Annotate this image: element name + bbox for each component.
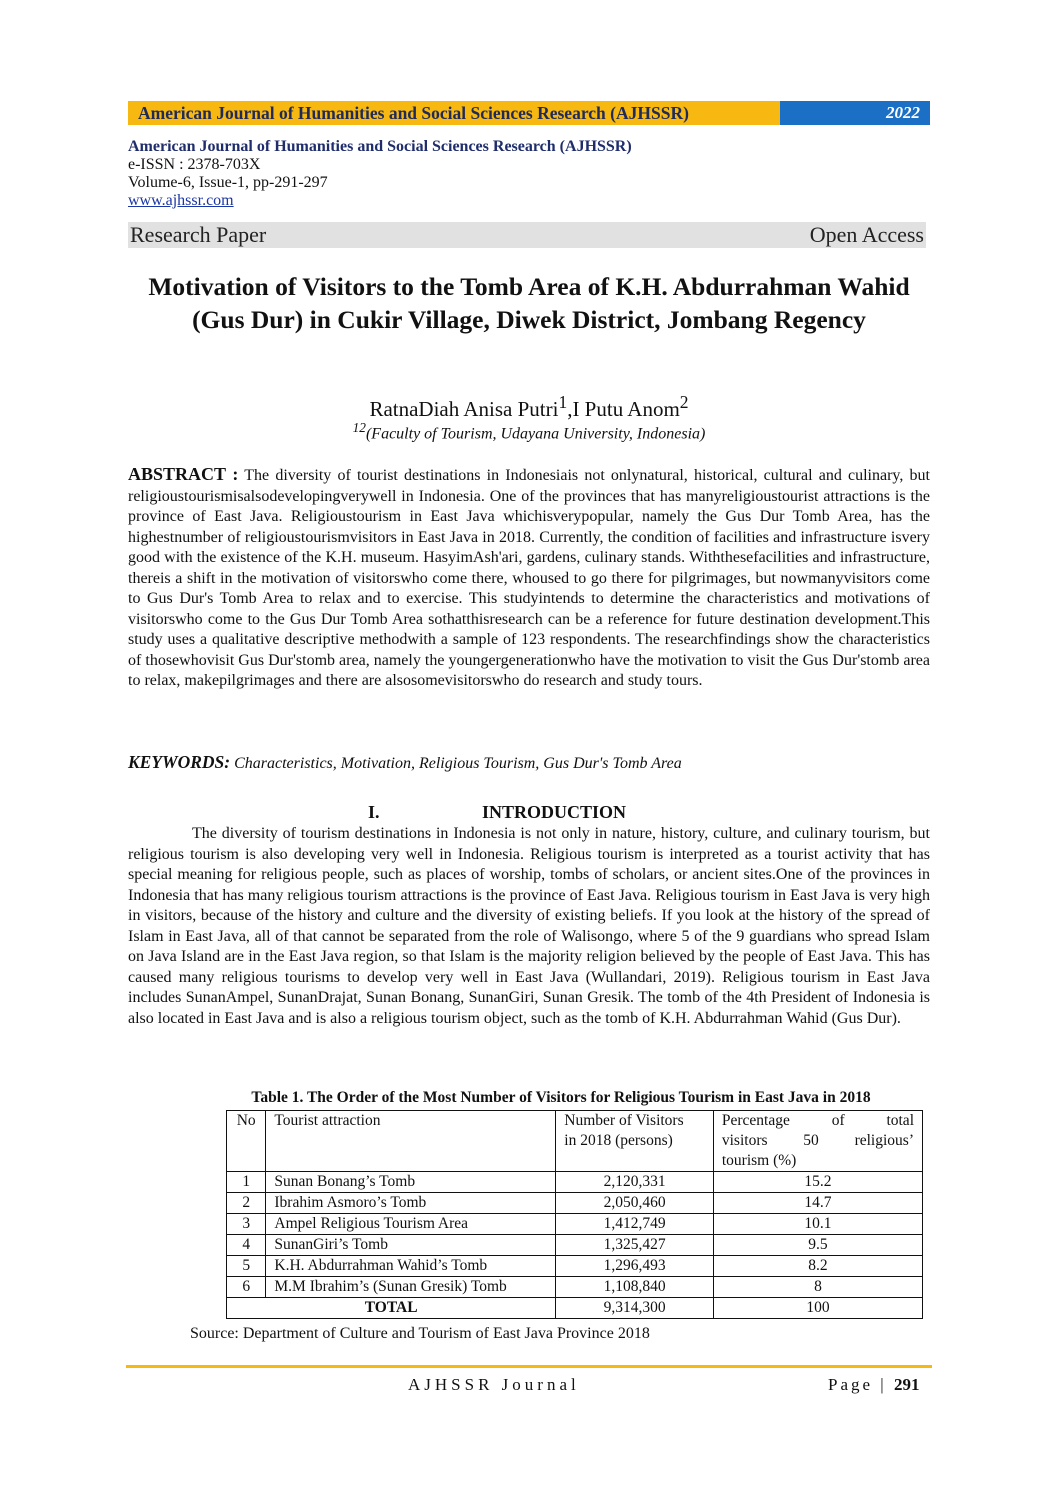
journal-volume: Volume-6, Issue-1, pp-291-297 [128, 174, 328, 191]
paper-type: Research Paper [130, 222, 267, 247]
cell-attraction: K.H. Abdurrahman Wahid’s Tomb [266, 1256, 556, 1277]
header-journal-name: American Journal of Humanities and Social Sciences Research (AJHSSR) [128, 101, 780, 125]
authors [128, 392, 930, 422]
header-pct-line2: visitors 50 religious’ [721, 1132, 914, 1149]
footer-page-number: 291 [893, 1375, 920, 1394]
author-2-sup: 2 [679, 392, 689, 412]
header-visitors-line2: in 2018 (persons) [564, 1132, 673, 1149]
journal-name: American Journal of Humanities and Social Sciences Research (AJHSSR) [128, 138, 632, 155]
cell-visitors: 1,325,427 [556, 1235, 714, 1256]
header-pct-line1: Percentage of total [721, 1112, 914, 1129]
section-title: INTRODUCTION [482, 802, 627, 822]
affiliation [128, 420, 930, 443]
abstract-label: ABSTRACT : [128, 464, 239, 484]
footer-page-label: Page | [828, 1375, 887, 1394]
visitors-table [226, 1110, 923, 1319]
header-attraction: Tourist attraction [266, 1111, 556, 1172]
keywords-label: KEYWORDS: [128, 752, 231, 772]
author-1-sup: 1 [558, 392, 568, 412]
table-row [227, 1256, 923, 1277]
author-1: RatnaDiah Anisa Putri [369, 397, 559, 421]
table-row [227, 1214, 923, 1235]
cell-attraction: SunanGiri’s Tomb [266, 1235, 556, 1256]
cell-attraction: Ampel Religious Tourism Area [266, 1214, 556, 1235]
table-caption: Table 1. The Order of the Most Number of Visitors for Religious Tourism in East Java in 2018 [251, 1089, 871, 1106]
section-number: I. [368, 802, 380, 822]
header-no: No [227, 1111, 266, 1172]
journal-header-band [128, 101, 930, 125]
footer-divider [126, 1365, 932, 1368]
abstract-text: The diversity of tourist destinations in Indonesiais not onlynatural, historical, cultural and culinary, but religioustourismisalsodevelopingverywell in Indonesia. One of the provinces that has manyreligioustourist attractions is the province of East Java. Religioustourism in East Java whichisverypopular, namely the Gus Dur Tomb Area, has the highestnumber of religioustourismvisitors in East Java in 2018. Currently, the condition of facilities and infrastructure isvery good with the existence of the K.H. museum. HasyimAsh'ari, gardens, culinary stands. Withthesefacilities and infrastructure, thereis a shift in the motivation of visitorswho come there, whoused to go there for pilgrimages, but nowmanyvisitors come to Gus Dur's Tomb Area to relax and to exercise. This studyintends to determine the characteristics and motivations of visitorswho come to the Gus Dur Tomb Area sothatthisresearch can be a reference for future destination development.This study uses a qualitative descriptive methodwith a sample of 123 respondents. The researchfindings show the characteristics of thosewhovisit Gus Dur'stomb area, namely the youngergenerationwho have the motivation to visit the Gus Dur'stomb area to relax, makepilgrimages and there are alsosomevisitorswho do research and study tours. [128, 467, 930, 689]
cell-visitors: 2,050,460 [556, 1193, 714, 1214]
header-visitors [556, 1111, 714, 1172]
cell-no: 6 [227, 1277, 266, 1298]
cell-pct: 14.7 [713, 1193, 922, 1214]
intro-paragraph: The diversity of tourism destinations in Indonesia is not only in nature, history, culture, and culinary tourism, but religious tourism is also developing very well in Indonesia. Religious tourism is interpreted as a tourist activity that has special meaning for religious people, such as places of worship, tombs of scholars, or ancient sites.One of the provinces in Indonesia that has many religious tourism attractions is the province of East Java. Religious tourism in East Java is very high in visitors, because of the history and culture and the diversity of existing beliefs. If you look at the history of the spread of Islam in East Java, all of that cannot be separated from the role of Walisongo, where 5 of the 9 guardians who spread Islam on Java Island are in the East Java region, so that Islam is the majority religion believed by the people of East Java. This has caused many religious tourisms to develop very well in East Java (Wullandari, 2019). Religious tourism in East Java includes SunanAmpel, SunanDrajat, Sunan Bonang, SunanGiri, Sunan Gresik. The tomb of the 4th President of Indonesia is also located in East Java and is also a religious tourism object, such as the tomb of K.H. Abdurrahman Wahid (Gus Dur). [128, 825, 930, 1027]
cell-attraction: Ibrahim Asmoro’s Tomb [266, 1193, 556, 1214]
keywords [128, 752, 930, 773]
table-row [227, 1193, 923, 1214]
total-pct: 100 [713, 1298, 922, 1319]
total-label: TOTAL [227, 1298, 556, 1319]
journal-meta [128, 138, 632, 210]
cell-pct: 9.5 [713, 1235, 922, 1256]
footer-page [828, 1375, 919, 1395]
header-pct-line3: tourism (%) [721, 1152, 797, 1169]
cell-visitors: 1,412,749 [556, 1214, 714, 1235]
cell-no: 4 [227, 1235, 266, 1256]
header-visitors-line1: Number of Visitors [564, 1112, 684, 1129]
cell-visitors: 2,120,331 [556, 1172, 714, 1193]
cell-attraction: M.M Ibrahim’s (Sunan Gresik) Tomb [266, 1277, 556, 1298]
cell-pct: 15.2 [713, 1172, 922, 1193]
affiliation-sup: 12 [352, 420, 366, 435]
affiliation-text: (Faculty of Tourism, Udayana University, Indonesia) [365, 425, 706, 443]
table-row [227, 1277, 923, 1298]
header-year: 2022 [780, 101, 930, 125]
cell-pct: 8 [713, 1277, 922, 1298]
footer-journal: AJHSSR Journal [408, 1375, 580, 1394]
abstract [128, 464, 930, 692]
header-percentage [713, 1111, 922, 1172]
journal-url-link[interactable]: www.ajhssr.com [128, 192, 234, 209]
keywords-text: Characteristics, Motivation, Religious Tourism, Gus Dur's Tomb Area [234, 755, 682, 772]
table-row [227, 1235, 923, 1256]
cell-visitors: 1,108,840 [556, 1277, 714, 1298]
cell-no: 5 [227, 1256, 266, 1277]
author-separator: , [567, 397, 573, 421]
paper-type-bar [128, 222, 926, 248]
table-row [227, 1172, 923, 1193]
cell-no: 2 [227, 1193, 266, 1214]
table-header-row [227, 1111, 923, 1172]
access-type: Open Access [809, 222, 924, 247]
journal-issn: e-ISSN : 2378-703X [128, 156, 261, 173]
cell-pct: 8.2 [713, 1256, 922, 1277]
cell-pct: 10.1 [713, 1214, 922, 1235]
total-visitors: 9,314,300 [556, 1298, 714, 1319]
cell-visitors: 1,296,493 [556, 1256, 714, 1277]
cell-no: 3 [227, 1214, 266, 1235]
table-total-row [227, 1298, 923, 1319]
cell-attraction: Sunan Bonang’s Tomb [266, 1172, 556, 1193]
paper-title: Motivation of Visitors to the Tomb Area of K.H. Abdurrahman Wahid (Gus Dur) in Cukir Village, Diwek District, Jombang Regency [148, 272, 910, 334]
table-source: Source: Department of Culture and Tourism of East Java Province 2018 [190, 1325, 650, 1342]
cell-no: 1 [227, 1172, 266, 1193]
author-2: I Putu Anom [572, 397, 680, 421]
